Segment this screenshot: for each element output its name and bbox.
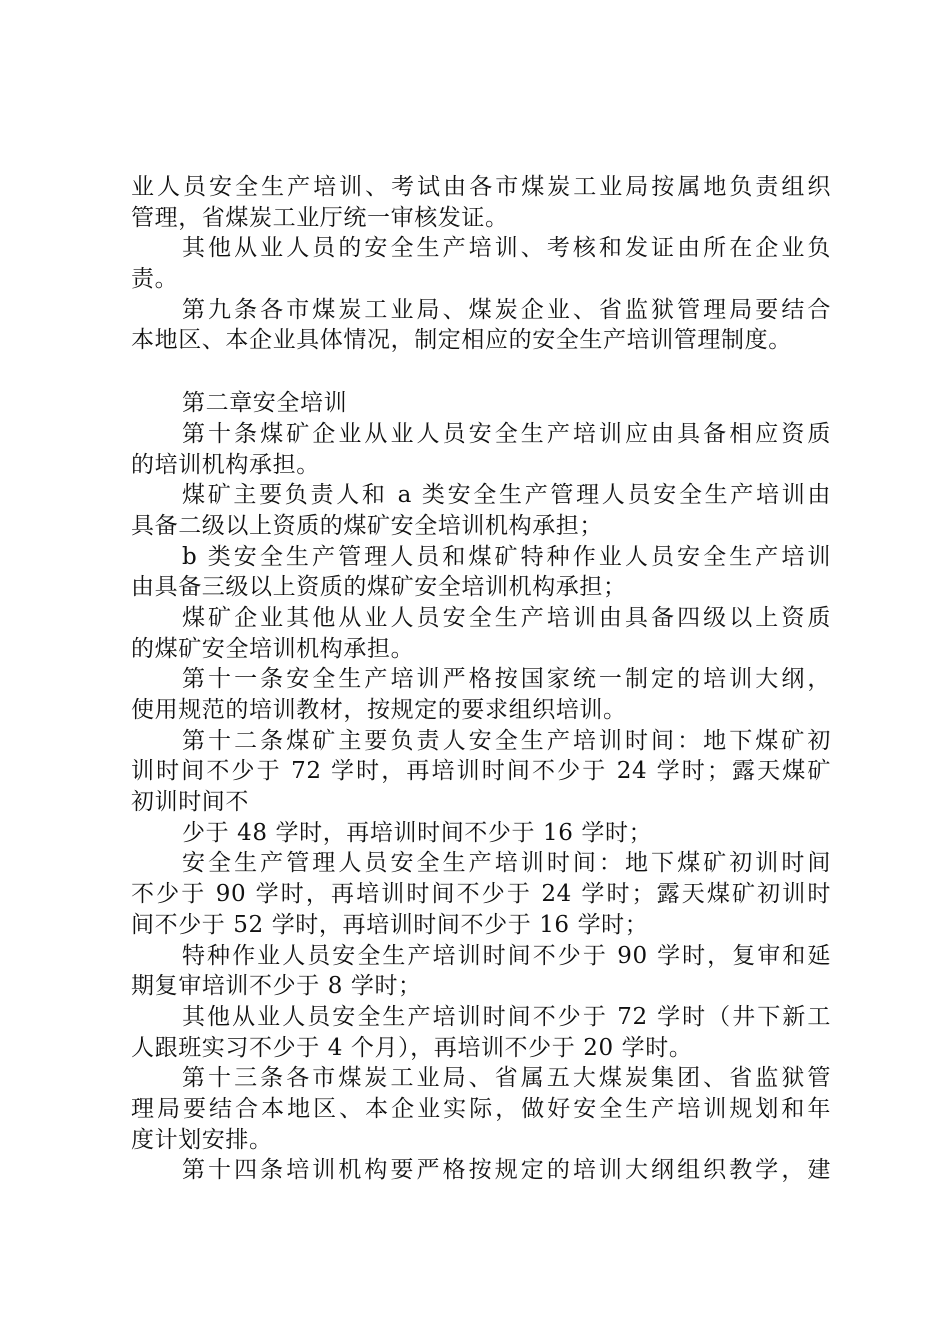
text-line: 初训时间不 [131, 789, 249, 816]
text-line: 煤矿企业其他从业人员安全生产培训由具备四级以上资质 [182, 604, 831, 631]
text-line: 的培训机构承担。 [131, 451, 320, 478]
text-line: 特种作业人员安全生产培训时间不少于 90 学时，复审和延 [182, 942, 831, 969]
text-line: 训时间不少于 72 学时，再培训时间不少于 24 学时；露天煤矿 [131, 758, 831, 785]
text-line: 少于 48 学时，再培训时间不少于 16 学时； [182, 819, 653, 846]
text-line: 人跟班实习不少于 4 个月），再培训不少于 20 学时。 [131, 1034, 693, 1061]
text-line: 第九条各市煤炭工业局、煤炭企业、省监狱管理局要结合 [182, 296, 831, 323]
text-line: 其他从业人员安全生产培训时间不少于 72 学时（井下新工 [182, 1003, 831, 1030]
paragraph-gap [131, 356, 831, 388]
text-line: 不少于 90 学时，再培训时间不少于 24 学时；露天煤矿初训时 [131, 881, 831, 908]
document-body [131, 172, 831, 1186]
text-line: 度计划安排。 [131, 1126, 273, 1153]
text-line: 第十二条煤矿主要负责人安全生产培训时间：地下煤矿初 [182, 727, 831, 754]
text-line: 责。 [131, 266, 179, 293]
text-line: 第十三条各市煤炭工业局、省属五大煤炭集团、省监狱管 [182, 1065, 831, 1092]
text-line: 具备二级以上资质的煤矿安全培训机构承担； [131, 512, 603, 539]
text-line: 第二章安全培训 [182, 390, 348, 417]
text-line: b 类安全生产管理人员和煤矿特种作业人员安全生产培训 [182, 543, 831, 570]
text-line: 期复审培训不少于 8 学时； [131, 973, 422, 1000]
text-line: 的煤矿安全培训机构承担。 [131, 635, 415, 662]
text-line: 其他从业人员的安全生产培训、考核和发证由所在企业负 [182, 235, 831, 262]
text-line: 第十四条培训机构要严格按规定的培训大纲组织教学，建 [182, 1157, 831, 1184]
text-line: 煤矿主要负责人和 a 类安全生产管理人员安全生产培训由 [182, 482, 831, 509]
text-line: 管理，省煤炭工业厅统一审核发证。 [131, 204, 509, 231]
text-line: 第十一条安全生产培训严格按国家统一制定的培训大纲， [182, 666, 831, 693]
text-line: 安全生产管理人员安全生产培训时间：地下煤矿初训时间 [182, 850, 831, 877]
text-line: 使用规范的培训教材，按规定的要求组织培训。 [131, 697, 627, 723]
text-line: 业人员安全生产培训、考试由各市煤炭工业局按属地负责组织 [131, 174, 831, 200]
text-line: 间不少于 52 学时，再培训时间不少于 16 学时； [131, 911, 649, 938]
text-line: 理局要结合本地区、本企业实际，做好安全生产培训规划和年 [131, 1095, 831, 1122]
text-line: 本地区、本企业具体情况，制定相应的安全生产培训管理制度。 [131, 327, 792, 354]
text-line: 第十条煤矿企业从业人员安全生产培训应由具备相应资质 [182, 420, 831, 447]
text-line: 由具备三级以上资质的煤矿安全培训机构承担； [131, 574, 627, 601]
